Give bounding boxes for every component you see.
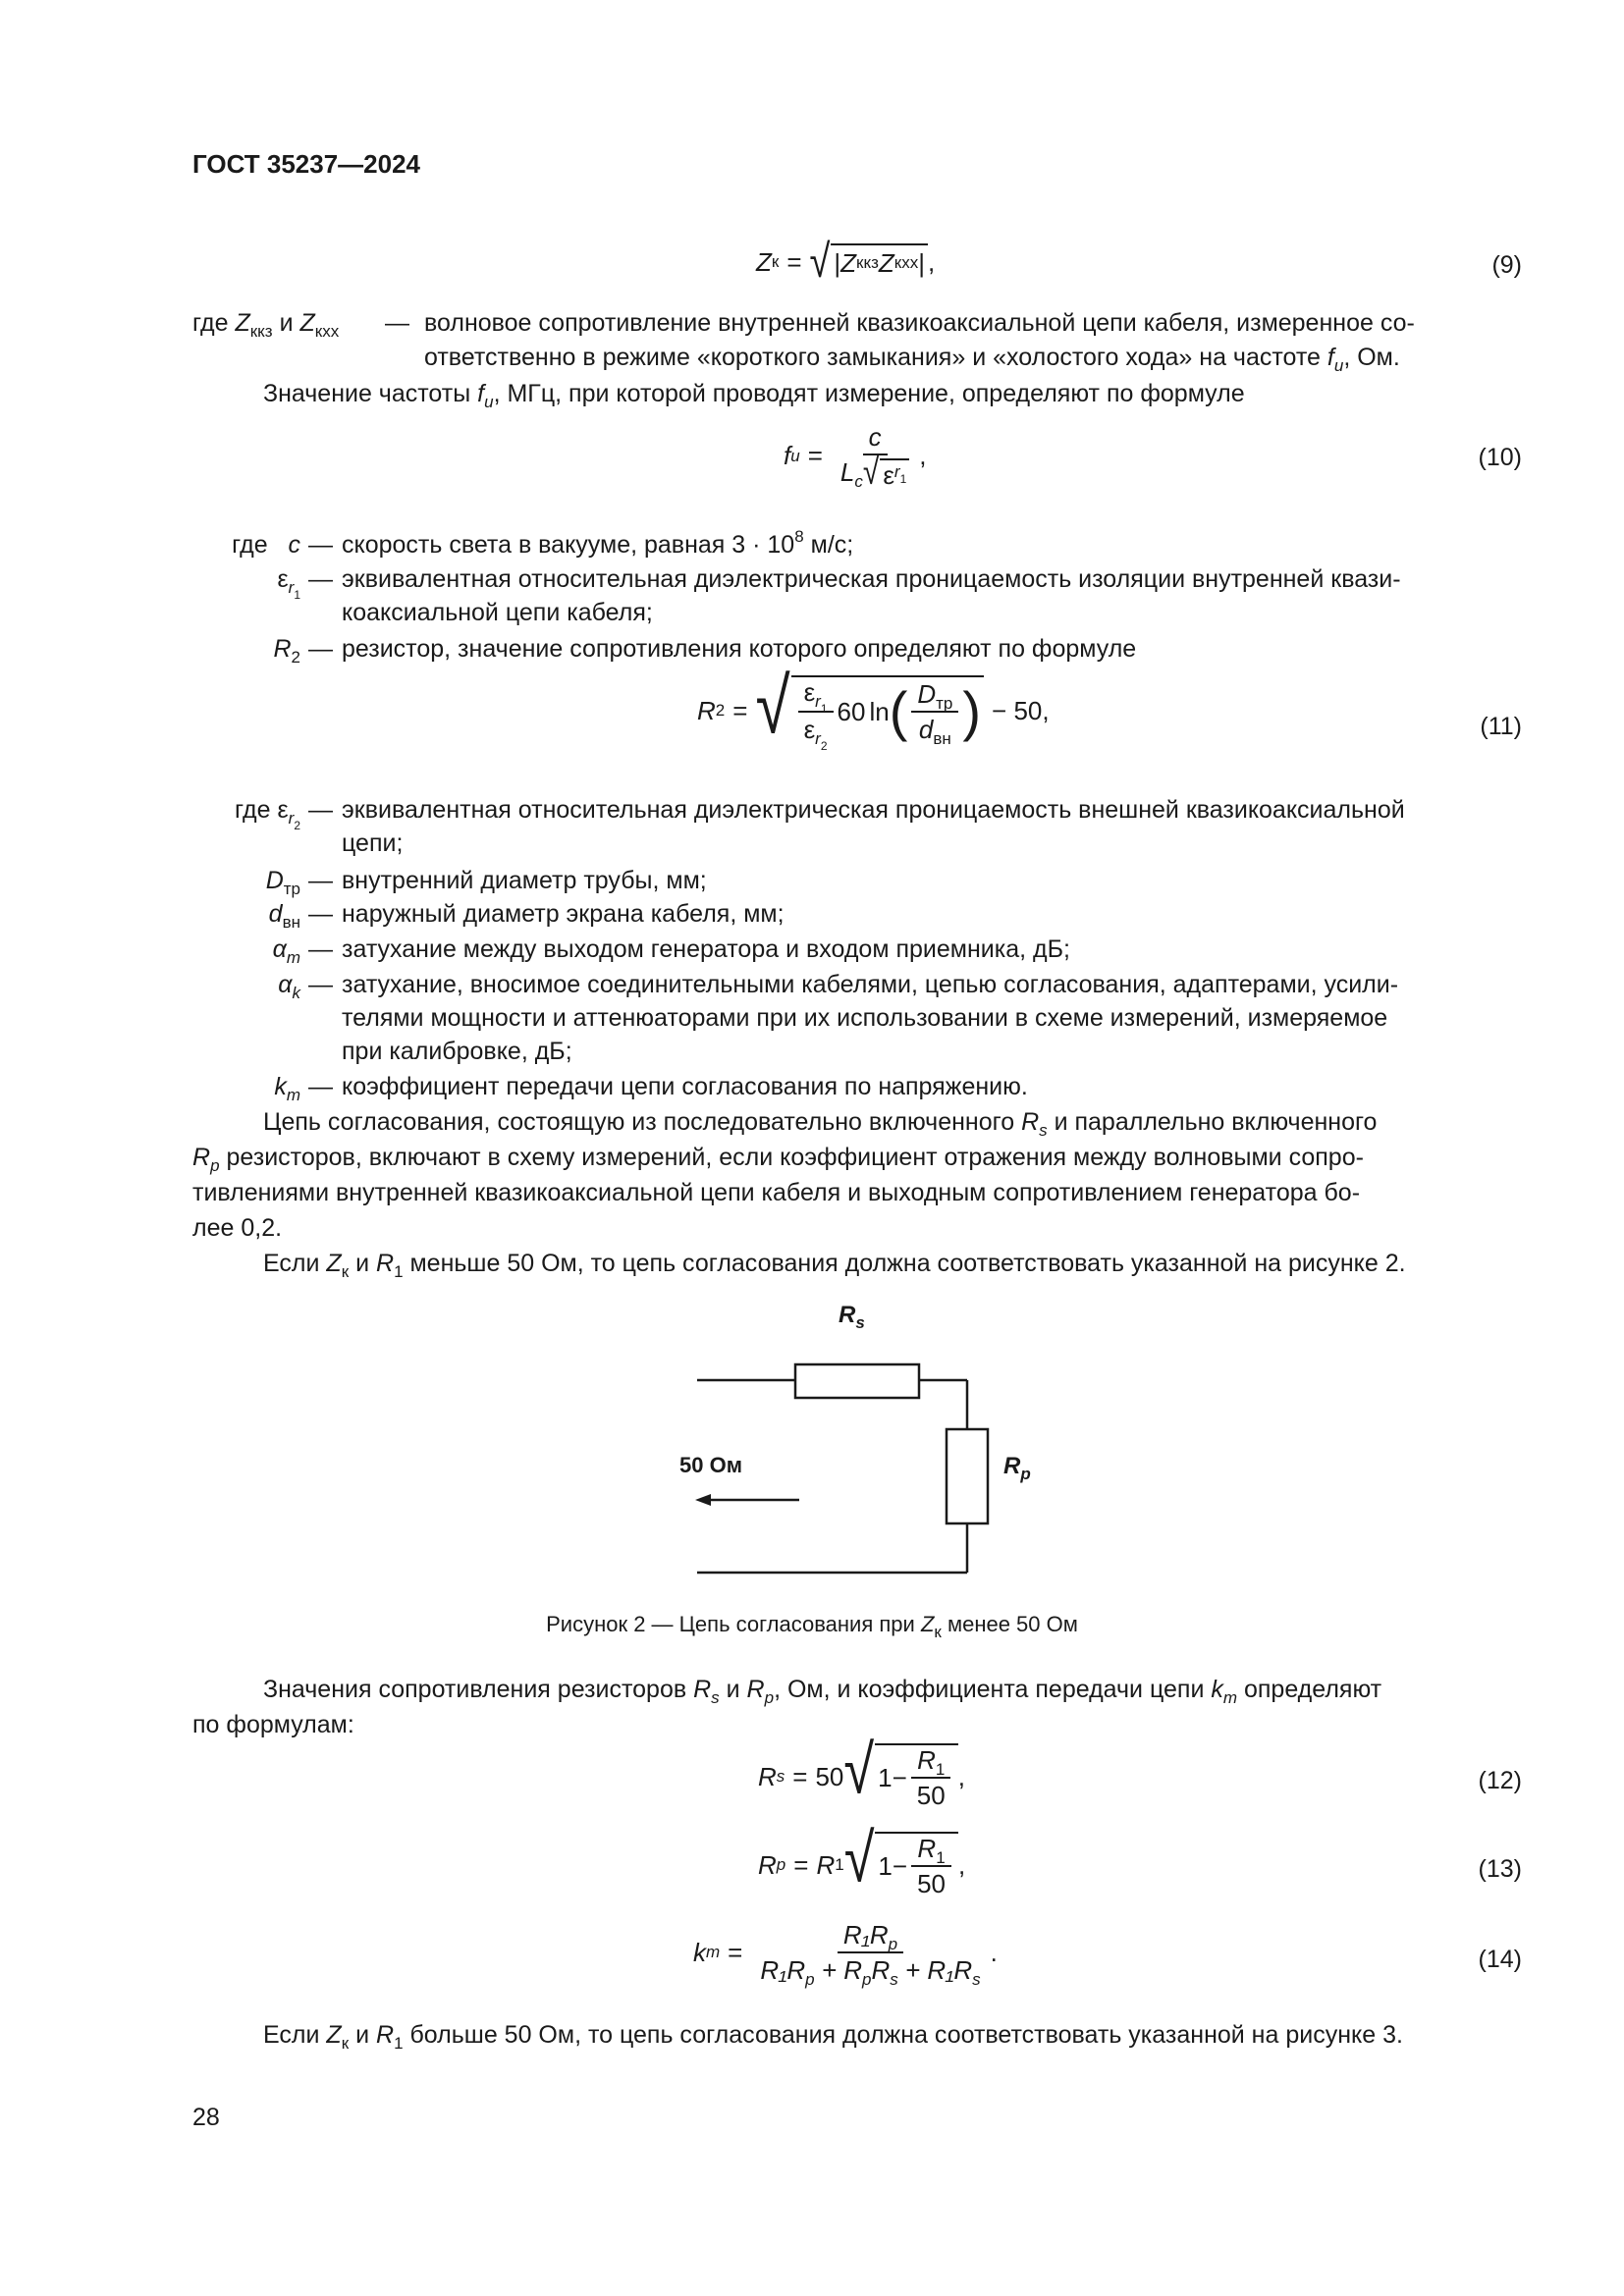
definition-dvn: $d_{вн}$ — наружный диаметр экрана кабеля, мм; xyxy=(268,900,785,932)
paragraph-values-line1: Значения сопротивления резисторов $R_s$ и $R_p$, Ом, и коэффициента передачи цепи $k_m$ определяют xyxy=(263,1676,1382,1707)
equation-10: f u = c $L_c$ √ ε $r_1$ , xyxy=(784,422,927,493)
paragraph-chain-line4: лее 0,2. xyxy=(192,1214,283,1242)
equation-13-number: (13) xyxy=(1478,1855,1522,1883)
equation-14-number: (14) xyxy=(1478,1946,1522,1973)
figure-50ohm-label: 50 Ом xyxy=(679,1453,742,1477)
equation-9-number: (9) xyxy=(1491,251,1522,279)
definition-c: где c — скорость света в вакууме, равная $3 \cdot 10^8$ м/с; xyxy=(232,527,854,559)
resistor-rs xyxy=(795,1364,919,1398)
equation-11-number: (11) xyxy=(1480,713,1522,740)
figure-caption: Рисунок 2 — Цепь согласования при $Z_к$ менее 50 Ом xyxy=(546,1612,1078,1641)
figure-rs-label: $R_s$ xyxy=(839,1302,865,1332)
equation-11: R 2 = √ $\frac{\varepsilon_{r_1}}{\varepsilon_{r_2}}$ 60 ln ( $\frac{D_{тр}}{d_{вн}}$ ) − 50, xyxy=(697,662,1050,753)
paragraph-if-less: Если $Z_к$ и $R_1$ меньше 50 Ом, то цепь согласования должна соответствовать указанной на рисунке 2. xyxy=(263,1250,1406,1281)
definition-alpha-k: $\alpha_k$ — затухание, вносимое соединительными кабелями, цепью согласования, адаптерами, усили- телями мощности и аттенюаторами при их использовании в схеме измерений, измеряемое при калибровке, дБ; xyxy=(278,971,1399,1065)
paragraph-if-more: Если $Z_к$ и $R_1$ больше 50 Ом, то цепь согласования должна соответствовать указанной на рисунке 3. xyxy=(263,2021,1403,2053)
definition-zkkz-zkxx-symbols: где $Z_{ккз}$ и $Z_{кхх}$ xyxy=(192,309,340,341)
paragraph-values-line2: по формулам: xyxy=(192,1711,354,1738)
equation-9: Z к = √ | Z ккз Z кхх | , xyxy=(756,236,936,289)
definition-alpha-m: $\alpha_m$ — затухание между выходом генератора и входом приемника, дБ; xyxy=(272,935,1070,967)
definition-dtr: $D_{тр}$ — внутренний диаметр трубы, мм; xyxy=(265,867,707,898)
equation-10-number: (10) xyxy=(1478,444,1522,471)
figure-rp-label: $R_p$ xyxy=(1003,1453,1031,1483)
definition-epsilon-r1: $\varepsilon_{r_1}$ — эквивалентная относительная диэлектрическая проницаемость изоляции внутренней квази- коаксиальной цепи кабеля; xyxy=(277,565,1401,626)
resistor-rp xyxy=(947,1429,988,1523)
equation-14: k m = $\frac{R_1R_p}{R_1R_p + R_pR_s + R_1R_s}$ . xyxy=(693,1920,998,1989)
paragraph-chain-line2: $R_p$ резисторов, включают в схему измерений, если коэффициент отражения между волновыми сопро- xyxy=(192,1144,1364,1175)
page-number: 28 xyxy=(192,2104,220,2131)
arrow-head-icon xyxy=(695,1494,711,1506)
matching-circuit-diagram xyxy=(677,1286,1070,1580)
definition-epsilon-r2: где $\varepsilon_{r_2}$ — эквивалентная относительная диэлектрическая проницаемость внешней квазикоаксиальной цепи; xyxy=(235,796,1405,857)
document-header: ГОСТ 35237—2024 xyxy=(192,149,420,179)
equation-13: R p = R 1 √ 1− $\frac{R_1}{50}$ , xyxy=(758,1818,966,1898)
definition-zkkz-dash: — xyxy=(385,309,409,337)
paragraph-frequency: Значение частоты $f_u$, МГц, при которой проводят измерение, определяют по формуле xyxy=(263,380,1245,411)
definition-km: $k_m$ — коэффициент передачи цепи согласования по напряжению. xyxy=(274,1073,1028,1104)
equation-12-number: (12) xyxy=(1478,1767,1522,1794)
equation-12: R s = 50 √ 1− $\frac{R_1}{50}$ , xyxy=(758,1730,965,1810)
paragraph-chain-line1: Цепь согласования, состоящую из последовательно включенного $R_s$ и параллельно включенного xyxy=(263,1108,1378,1140)
definition-r2: $R_2$ — резистор, значение сопротивления которого определяют по формуле xyxy=(273,635,1137,667)
definition-zkkz-line1: волновое сопротивление внутренней квазикоаксиальной цепи кабеля, измеренное со- xyxy=(424,309,1415,337)
definition-zkkz-line2: ответственно в режиме «короткого замыкания» и «холостого хода» на частоте $f_u$, Ом. xyxy=(424,344,1400,375)
paragraph-chain-line3: тивлениями внутренней квазикоаксиальной цепи кабеля и выходным сопротивлением генератора бо- xyxy=(192,1179,1361,1206)
